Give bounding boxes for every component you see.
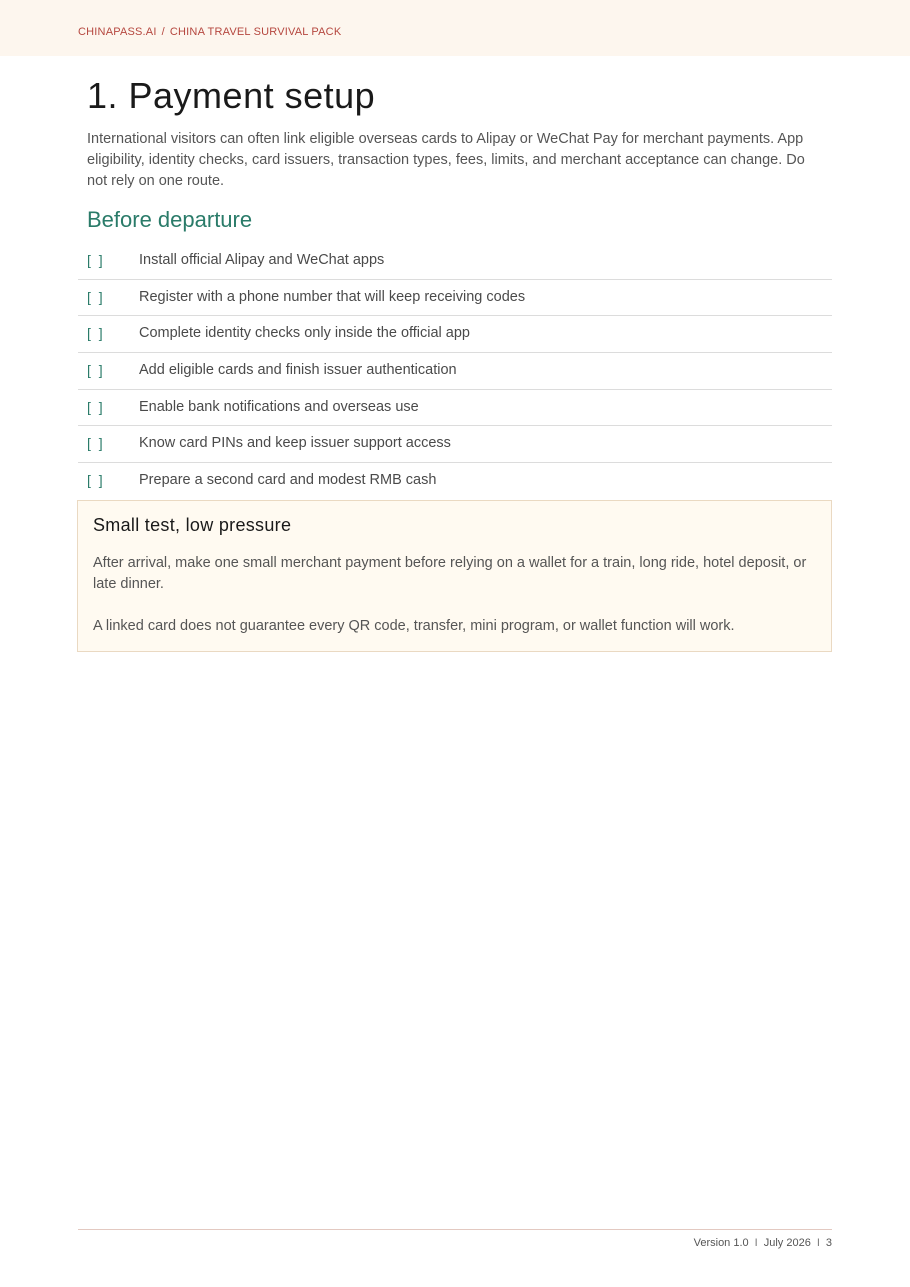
checklist-item-label: Complete identity checks only inside the official app [139, 325, 471, 342]
checklist-item [78, 353, 832, 390]
footer-version: Version 1.0 [693, 1237, 749, 1249]
section-heading-before-departure: Before departure [87, 207, 253, 232]
checklist-item-label: Add eligible cards and finish issuer authentication [139, 362, 457, 379]
checklist-item [78, 280, 832, 317]
breadcrumb [78, 26, 341, 38]
checklist-item [78, 316, 832, 353]
checklist-item-label: Enable bank notifications and overseas use [139, 398, 419, 415]
footer-divider-glyph: I [754, 1237, 758, 1249]
checklist-item-label: Know card PINs and keep issuer support access [139, 435, 451, 452]
checkbox[interactable]: [ ] [87, 325, 105, 342]
checkbox[interactable]: [ ] [87, 288, 105, 305]
callout-paragraph: A linked card does not guarantee every QR code, transfer, mini program, or wallet function will work. [93, 618, 735, 634]
checklist-item [78, 463, 832, 500]
footer-date: July 2026 [763, 1237, 811, 1249]
checkbox[interactable]: [ ] [87, 362, 105, 379]
checklist-item [78, 243, 832, 280]
callout-box [77, 500, 832, 652]
page-title: 1. Payment setup [87, 75, 376, 116]
checkbox[interactable]: [ ] [87, 252, 105, 268]
checkbox[interactable]: [ ] [87, 472, 105, 489]
header-band [0, 0, 910, 56]
callout-title: Small test, low pressure [93, 515, 292, 535]
checklist-item [78, 426, 832, 463]
checklist [78, 243, 832, 500]
callout-paragraph: After arrival, make one small merchant payment before relying on a wallet for a train, long ride, hotel deposit, or late dinner. [93, 555, 807, 592]
breadcrumb-separator: / [161, 26, 165, 38]
checkbox[interactable]: [ ] [87, 398, 105, 415]
checkbox[interactable]: [ ] [87, 435, 105, 452]
checklist-item-label: Prepare a second card and modest RMB cash [139, 472, 437, 489]
footer-divider-glyph: I [816, 1237, 820, 1249]
intro-paragraph: International visitors can often link eligible overseas cards to Alipay or WeChat Pay for merchant payments. App eligibility, identity checks, card issuers, transaction types, fees, limits, and merchant acceptance can change. Do not rely on one route. [87, 131, 805, 189]
checklist-item [78, 390, 832, 427]
checklist-item-label: Install official Alipay and WeChat apps [139, 252, 385, 268]
breadcrumb-brand: CHINAPASS.AI [78, 26, 157, 38]
footer-divider [78, 1229, 832, 1230]
checklist-item-label: Register with a phone number that will keep receiving codes [139, 288, 526, 305]
page-number: 3 [825, 1237, 832, 1249]
footer [694, 1237, 832, 1249]
breadcrumb-doc-title: CHINA TRAVEL SURVIVAL PACK [169, 26, 342, 38]
